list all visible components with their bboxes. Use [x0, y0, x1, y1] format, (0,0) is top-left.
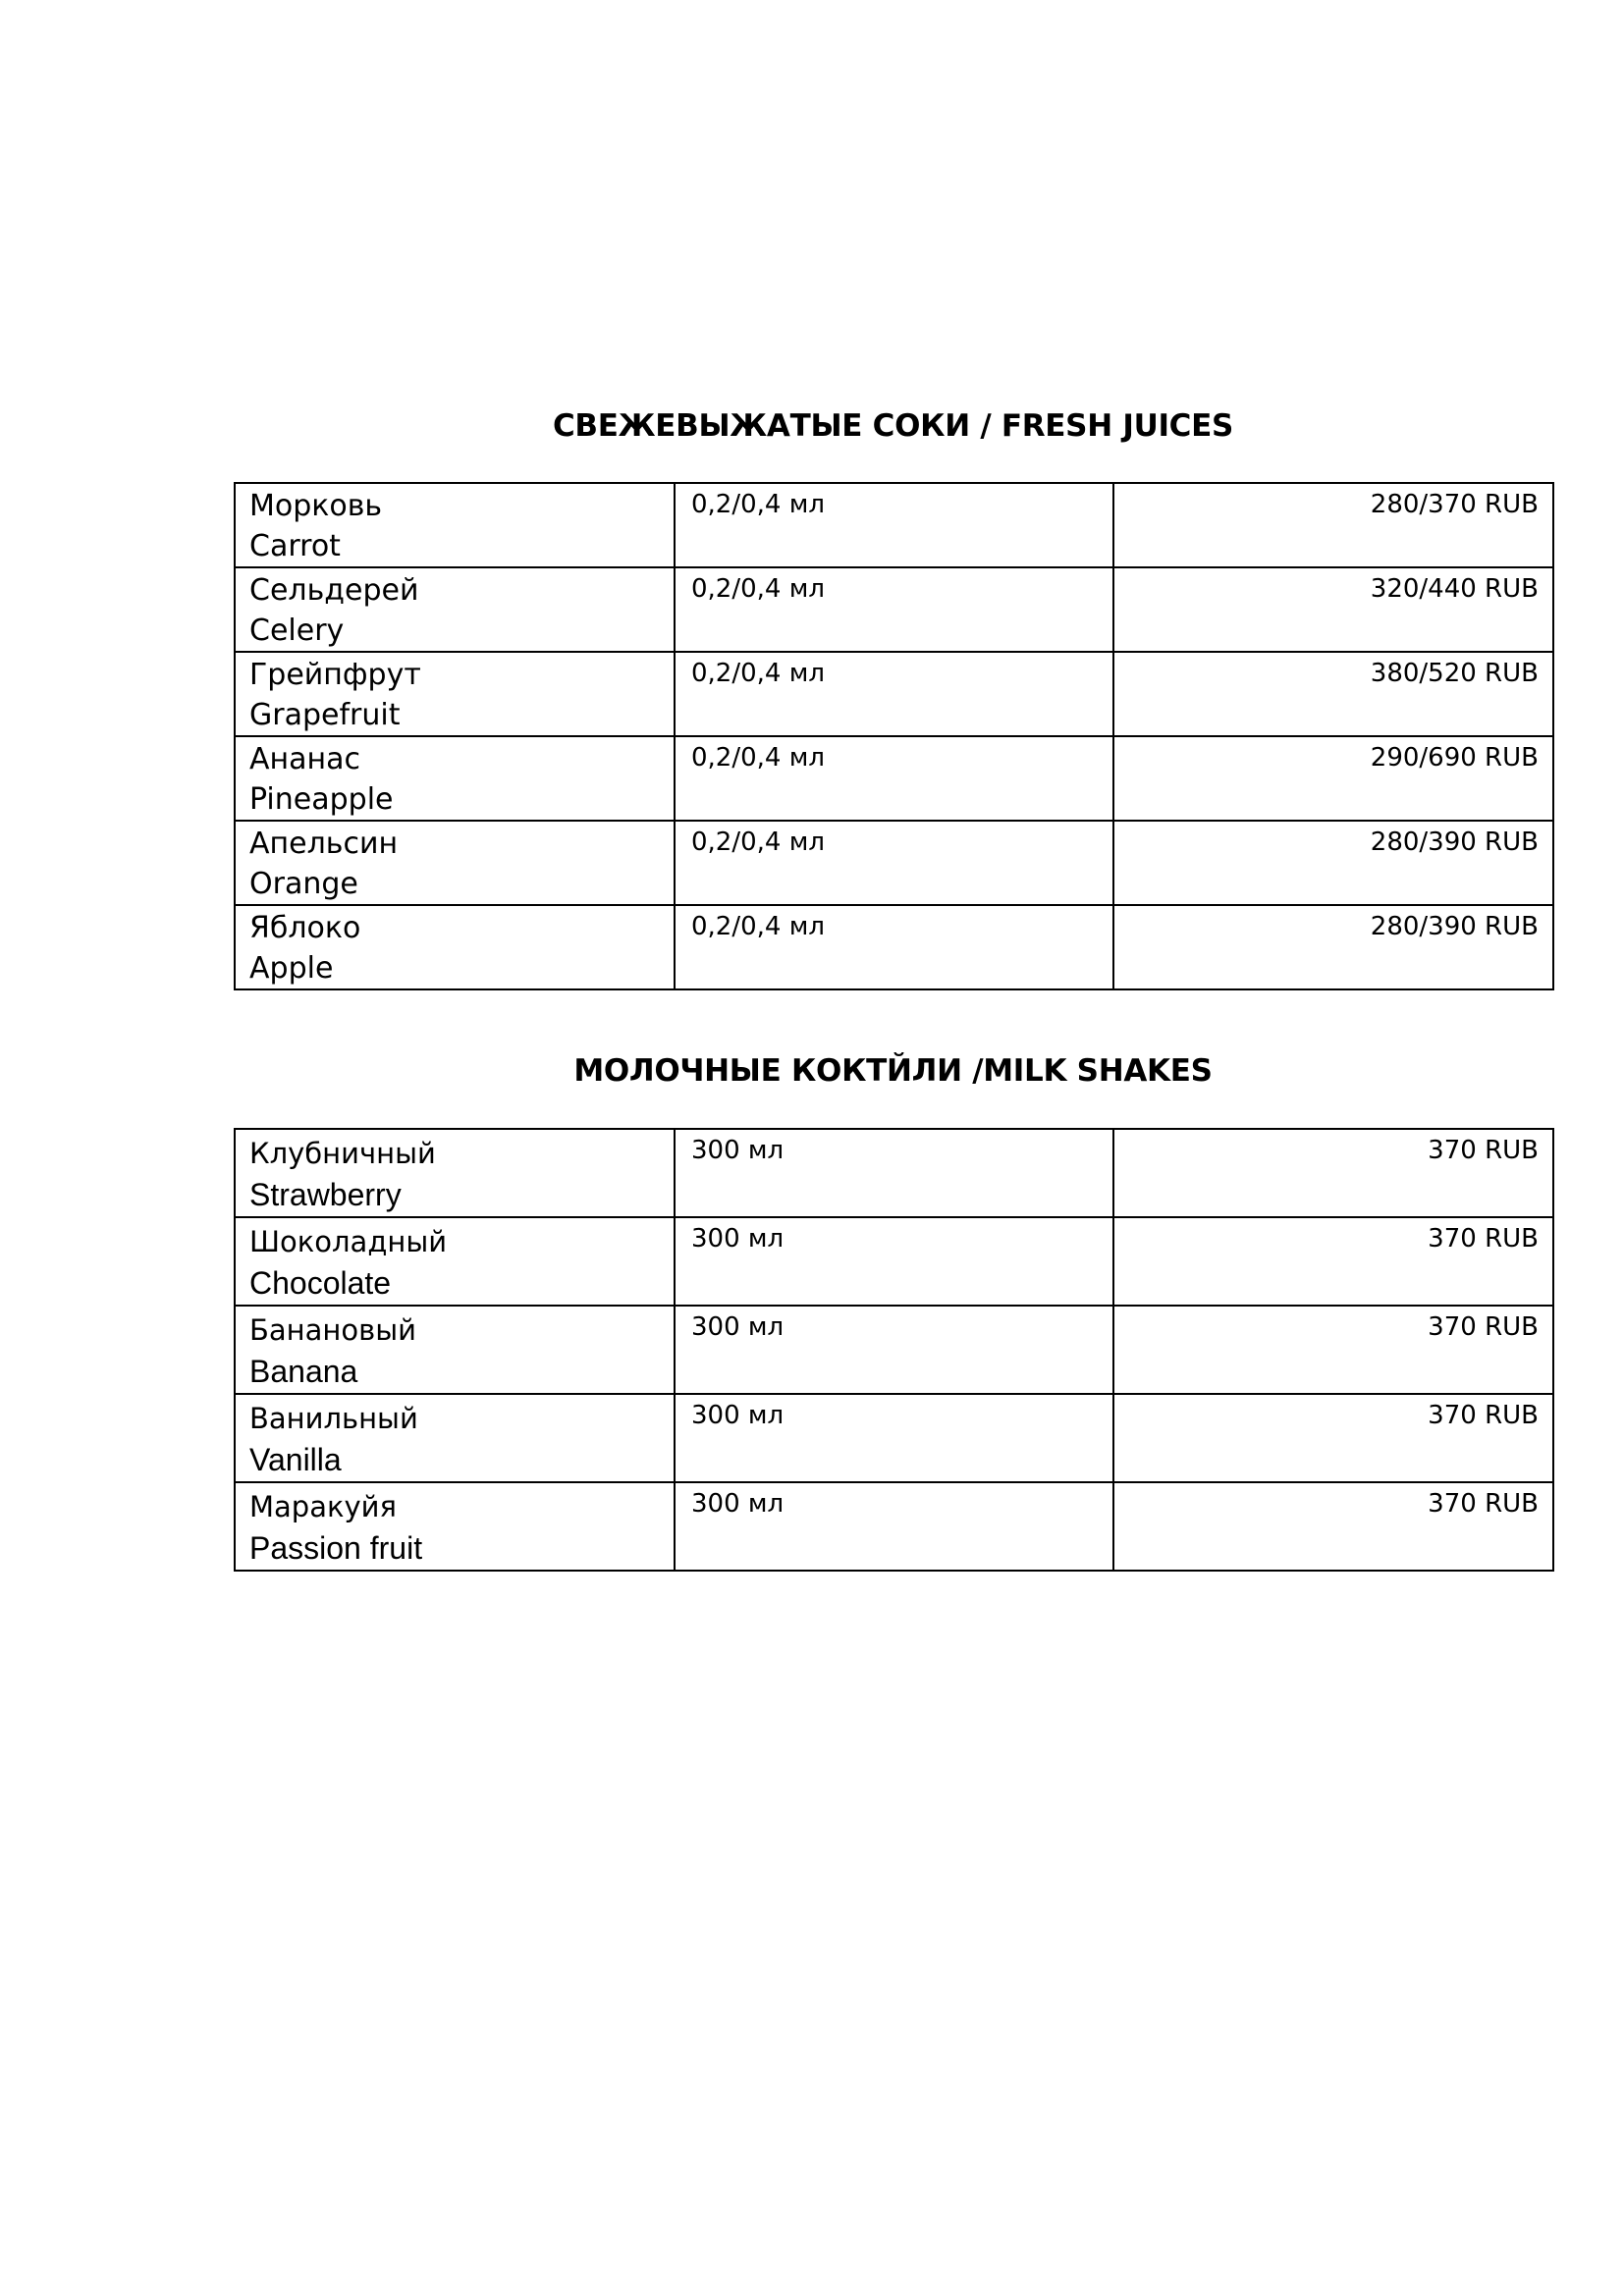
item-name-cell: [235, 1129, 675, 1217]
item-name-ru: Яблоко: [249, 911, 361, 945]
item-volume-cell: [675, 1394, 1113, 1482]
item-price-cell: [1113, 1217, 1553, 1306]
item-name-cell: [235, 567, 675, 652]
item-name-ru: Банановый: [249, 1313, 416, 1347]
item-name-ru: Маракуйя: [249, 1490, 397, 1523]
item-volume-cell: [675, 1482, 1113, 1571]
item-name-ru: Ванильный: [249, 1402, 418, 1435]
table-row: [235, 736, 1553, 821]
item-volume-cell: [675, 1217, 1113, 1306]
table-row: [235, 652, 1553, 736]
item-price: 280/390 RUB: [1370, 912, 1539, 941]
item-name-en: Pineapple: [249, 782, 394, 817]
item-volume: 300 мл: [691, 1136, 785, 1165]
item-name-ru: Клубничный: [249, 1137, 436, 1170]
item-volume: 300 мл: [691, 1401, 785, 1430]
table-row: [235, 905, 1553, 989]
item-volume-cell: [675, 736, 1113, 821]
item-price-cell: [1113, 1129, 1553, 1217]
item-name-en: Vanilla: [249, 1442, 342, 1477]
item-name-cell: [235, 736, 675, 821]
table-row: [235, 1394, 1553, 1482]
item-name-ru: Шоколадный: [249, 1225, 448, 1258]
item-name-ru: Морковь: [249, 489, 383, 523]
item-price: 370 RUB: [1428, 1224, 1539, 1254]
table-row: [235, 1306, 1553, 1394]
item-price-cell: [1113, 821, 1553, 905]
item-volume-cell: [675, 1129, 1113, 1217]
item-name-en: Passion fruit: [249, 1530, 423, 1566]
item-name-en: Strawberry: [249, 1177, 402, 1212]
item-volume: 300 мл: [691, 1489, 785, 1519]
item-price: 370 RUB: [1428, 1489, 1539, 1519]
item-volume-cell: [675, 1306, 1113, 1394]
table-row: [235, 1217, 1553, 1306]
item-name-en: Grapefruit: [249, 698, 401, 732]
item-volume: 0,2/0,4 мл: [691, 490, 825, 519]
item-price-cell: [1113, 1482, 1553, 1571]
table-row: [235, 567, 1553, 652]
juices-table: [234, 482, 1554, 990]
item-volume-cell: [675, 567, 1113, 652]
item-price: 290/690 RUB: [1370, 743, 1539, 773]
item-price-cell: [1113, 483, 1553, 567]
item-name-cell: [235, 483, 675, 567]
item-name-ru: Грейпфрут: [249, 658, 421, 692]
item-price: 280/390 RUB: [1370, 828, 1539, 857]
item-volume: 0,2/0,4 мл: [691, 659, 825, 688]
item-volume: 0,2/0,4 мл: [691, 574, 825, 604]
item-name-en: Apple: [249, 951, 334, 986]
item-name-en: Orange: [249, 867, 358, 901]
item-price-cell: [1113, 1394, 1553, 1482]
item-price-cell: [1113, 567, 1553, 652]
shakes-section-title: МОЛОЧНЫЕ КОКТЙЛИ /MILK SHAKES: [573, 1053, 1213, 1089]
item-volume-cell: [675, 821, 1113, 905]
item-price: 280/370 RUB: [1370, 490, 1539, 519]
item-name-cell: [235, 1306, 675, 1394]
item-name-ru: Сельдерей: [249, 573, 419, 608]
table-row: [235, 1129, 1553, 1217]
item-volume: 0,2/0,4 мл: [691, 912, 825, 941]
item-price-cell: [1113, 736, 1553, 821]
item-volume: 300 мл: [691, 1224, 785, 1254]
item-name-cell: [235, 1394, 675, 1482]
item-volume: 0,2/0,4 мл: [691, 743, 825, 773]
item-name-cell: [235, 905, 675, 989]
item-name-en: Banana: [249, 1354, 358, 1389]
item-volume-cell: [675, 652, 1113, 736]
item-name-cell: [235, 652, 675, 736]
item-price: 370 RUB: [1428, 1136, 1539, 1165]
item-name-ru: Ананас: [249, 742, 361, 776]
item-volume-cell: [675, 483, 1113, 567]
item-name-cell: [235, 1217, 675, 1306]
item-name-ru: Апельсин: [249, 827, 399, 861]
item-price: 370 RUB: [1428, 1401, 1539, 1430]
item-name-en: Carrot: [249, 529, 341, 563]
item-volume-cell: [675, 905, 1113, 989]
table-row: [235, 483, 1553, 567]
item-price-cell: [1113, 905, 1553, 989]
item-price-cell: [1113, 652, 1553, 736]
item-volume: 0,2/0,4 мл: [691, 828, 825, 857]
shakes-table: [234, 1128, 1554, 1572]
table-row: [235, 1482, 1553, 1571]
juices-section-title: СВЕЖЕВЫЖАТЫЕ СОКИ / FRESH JUICES: [552, 408, 1234, 444]
item-name-cell: [235, 821, 675, 905]
item-name-en: Celery: [249, 614, 345, 648]
item-price: 320/440 RUB: [1370, 574, 1539, 604]
item-price: 370 RUB: [1428, 1312, 1539, 1342]
item-price-cell: [1113, 1306, 1553, 1394]
item-name-en: Chocolate: [249, 1265, 392, 1301]
item-name-cell: [235, 1482, 675, 1571]
item-volume: 300 мл: [691, 1312, 785, 1342]
item-price: 380/520 RUB: [1370, 659, 1539, 688]
table-row: [235, 821, 1553, 905]
